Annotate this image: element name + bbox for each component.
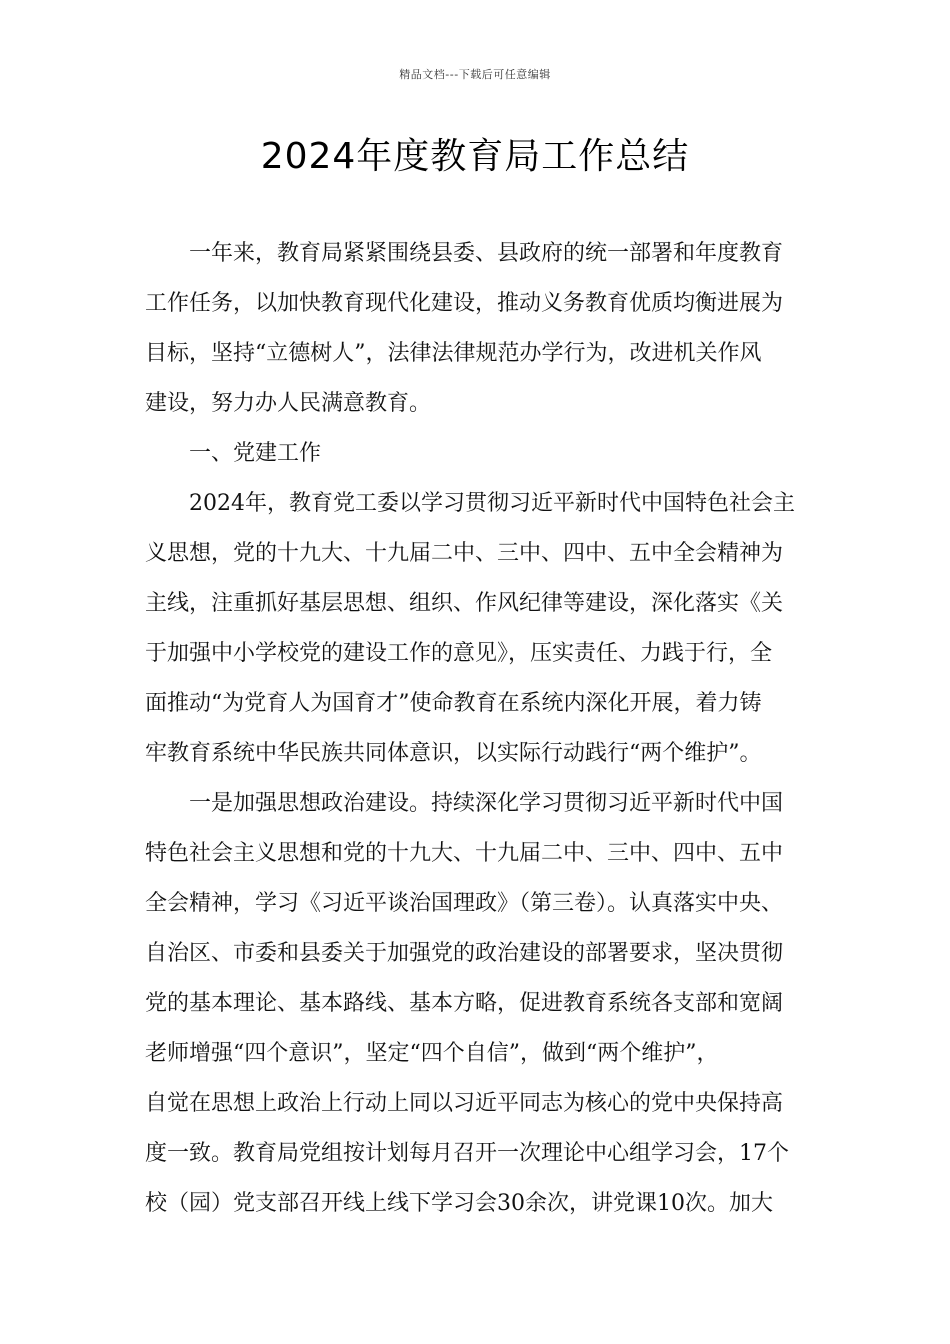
paragraph-line: 一年来，教育局紧紧围绕县委、县政府的统一部署和年度教育	[189, 241, 784, 266]
paragraph-line: 目标，坚持“立德树人”，法律法律规范办学行为，改进机关作风	[145, 341, 762, 366]
paragraph-line: 度一致。教育局党组按计划每月召开一次理论中心组学习会，17个	[145, 1141, 789, 1166]
paragraph-line: 党的基本理论、基本路线、基本方略，促进教育系统各支部和宽阔	[145, 991, 784, 1016]
paragraph-line: 工作任务，以加快教育现代化建设，推动义务教育优质均衡进展为	[145, 291, 784, 316]
paragraph-line: 校（园）党支部召开线上线下学习会30余次，讲党课10次。加大	[145, 1191, 773, 1216]
paragraph-line: 自治区、市委和县委关于加强党的政治建设的部署要求，坚决贯彻	[145, 941, 784, 966]
paragraph	[145, 479, 805, 779]
paragraph-line: 于加强中小学校党的建设工作的意见》，压实责任、力践于行，全	[145, 641, 773, 666]
paragraph	[145, 429, 805, 479]
document-title: 2024年度教育局工作总结	[260, 136, 690, 177]
paragraph-line: 义思想，党的十九大、十九届二中、三中、四中、五中全会精神为	[145, 541, 784, 566]
paragraph-line: 自觉在思想上政治上行动上同以习近平同志为核心的党中央保持高	[145, 1091, 784, 1116]
paragraph-line: 特色社会主义思想和党的十九大、十九届二中、三中、四中、五中	[145, 841, 784, 866]
document-body	[145, 229, 805, 1229]
paragraph-line: 建设，努力办人民满意教育。	[145, 391, 432, 416]
paragraph	[145, 779, 805, 1229]
paragraph-line: 2024年，教育党工委以学习贯彻习近平新时代中国特色社会主	[189, 491, 795, 516]
paragraph-line: 主线，注重抓好基层思想、组织、作风纪律等建设，深化落实《关	[145, 591, 784, 616]
paragraph-line: 牢教育系统中华民族共同体意识，以实际行动践行“两个维护”。	[145, 741, 762, 766]
paragraph-line: 老师增强“四个意识”，坚定“四个自信”，做到“两个维护”，	[145, 1041, 719, 1066]
page-header-note: 精品文档---下载后可任意编辑	[399, 68, 551, 81]
paragraph	[145, 229, 805, 429]
paragraph-line: 一是加强思想政治建设。持续深化学习贯彻习近平新时代中国	[189, 791, 784, 816]
paragraph-line: 一、党建工作	[189, 441, 322, 466]
paragraph-line: 全会精神，学习《习近平谈治国理政》（第三卷）。认真落实中央、	[145, 891, 784, 916]
paragraph-line: 面推动“为党育人为国育才”使命教育在系统内深化开展，着力铸	[145, 691, 762, 716]
